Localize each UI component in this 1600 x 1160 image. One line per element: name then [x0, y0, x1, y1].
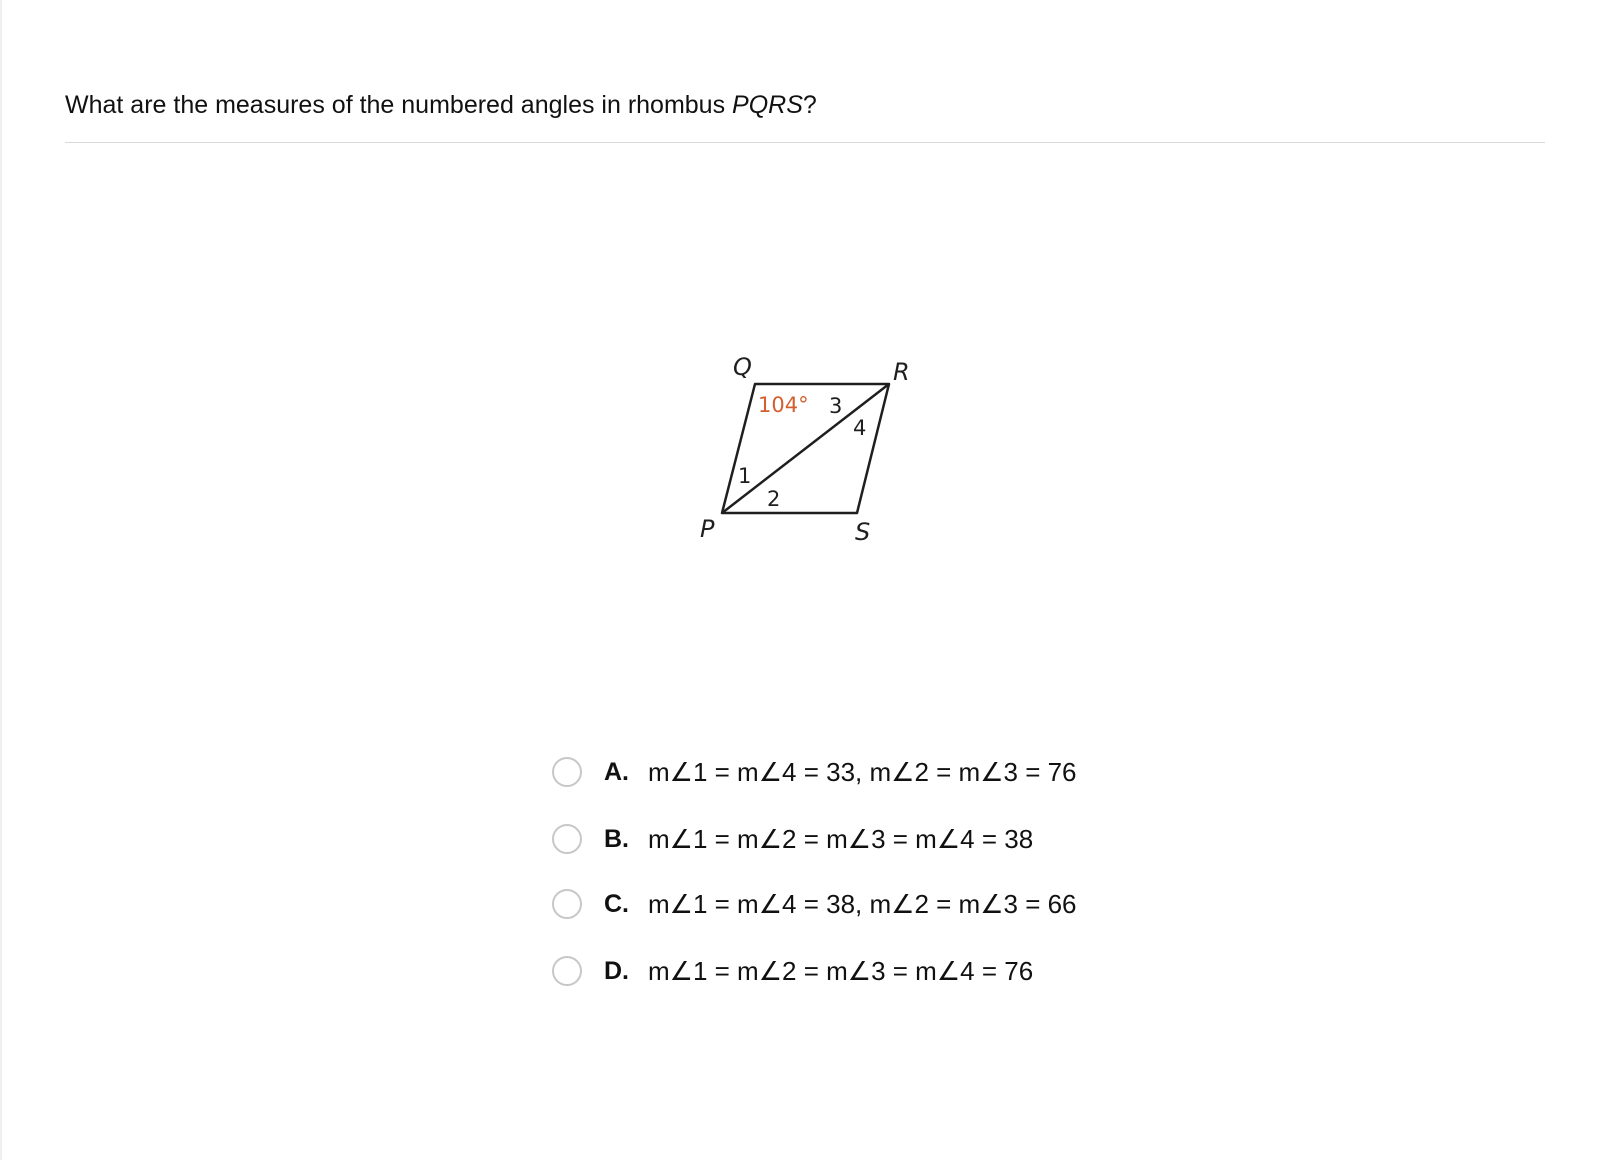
given-angle-label: 104°	[758, 393, 809, 417]
choice-d[interactable]	[552, 951, 1033, 991]
angle-label-2: 2	[767, 487, 781, 511]
angle-label-3: 3	[829, 394, 843, 418]
choice-c-text: m∠1 = m∠4 = 38, m∠2 = m∠3 = 66	[648, 888, 1077, 919]
vertex-label-r: R	[893, 358, 910, 386]
choice-c[interactable]	[552, 884, 1077, 924]
choice-b-radio[interactable]	[552, 824, 582, 854]
choice-d-radio[interactable]	[552, 956, 582, 986]
choice-a-radio[interactable]	[552, 757, 582, 787]
vertex-label-s: S	[855, 518, 871, 546]
choice-c-radio[interactable]	[552, 889, 582, 919]
choice-b-text: m∠1 = m∠2 = m∠3 = m∠4 = 38	[648, 823, 1034, 854]
vertex-label-p: P	[700, 515, 715, 543]
vertex-label-q: Q	[733, 353, 752, 381]
choice-b-letter: B.	[604, 824, 629, 853]
choice-d-text: m∠1 = m∠2 = m∠3 = m∠4 = 76	[648, 955, 1034, 986]
angle-label-4: 4	[853, 416, 867, 440]
choice-c-letter: C.	[604, 889, 629, 918]
question-prefix: What are the measures of the numbered angles in rhombus	[65, 91, 733, 119]
angle-label-1: 1	[738, 464, 752, 488]
choice-d-letter: D.	[604, 956, 629, 985]
question-shape-name: PQRS	[732, 91, 803, 119]
answer-choices	[552, 0, 1252, 1160]
choice-b[interactable]	[552, 819, 1033, 859]
question-suffix: ?	[802, 91, 817, 119]
choice-a[interactable]	[552, 752, 1077, 792]
choice-a-text: m∠1 = m∠4 = 33, m∠2 = m∠3 = 76	[648, 756, 1077, 787]
choice-a-letter: A.	[604, 757, 629, 786]
